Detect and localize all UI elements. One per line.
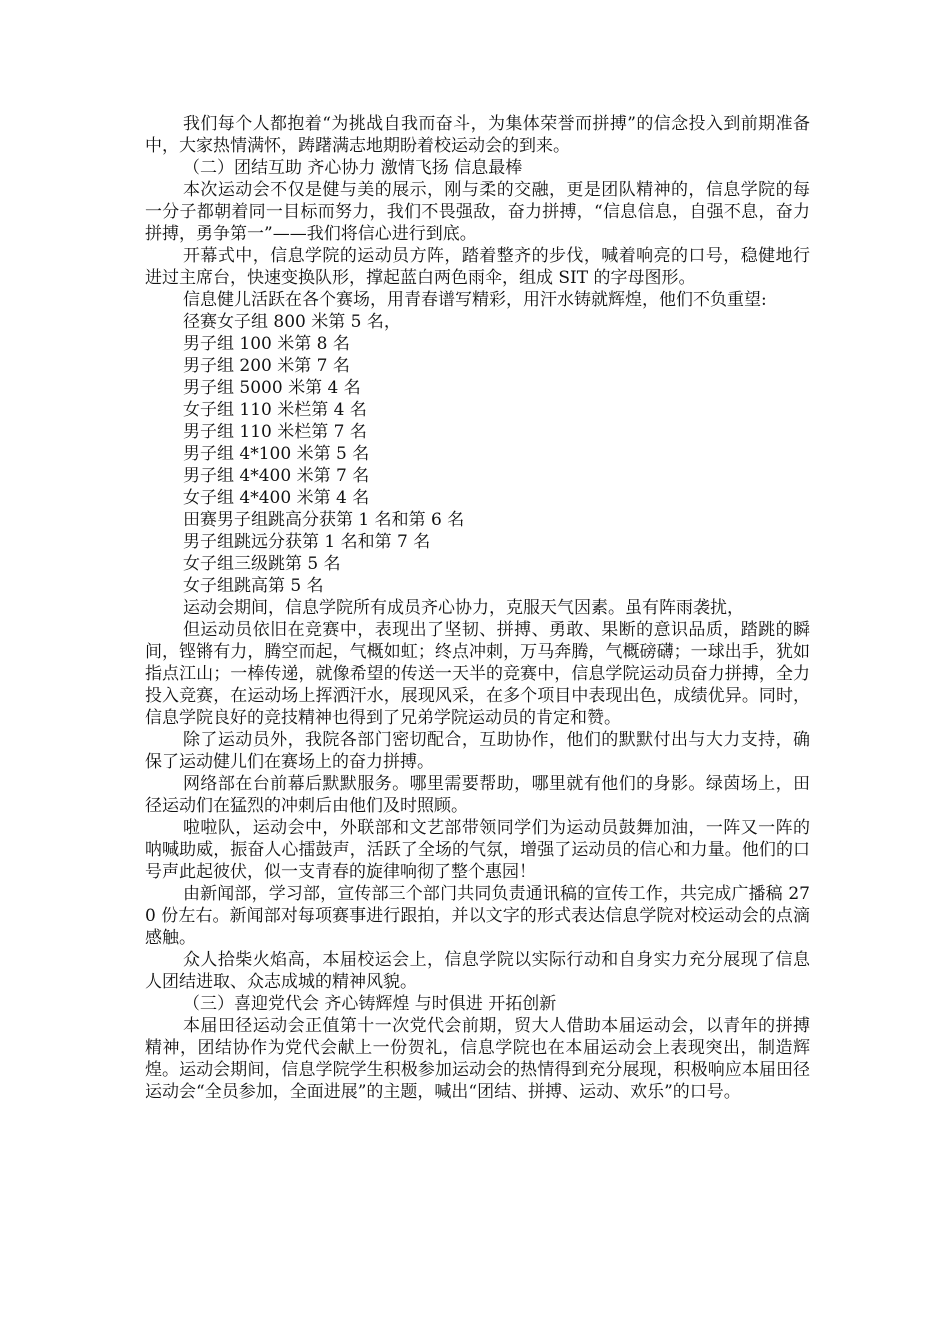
result-item: 女子组跳高第 5 名 — [183, 576, 324, 596]
result-item: 男子组 4*400 米第 7 名 — [183, 466, 370, 486]
paragraph-pledge: 我们每个人都抱着“为挑战自我而奋斗，为集体荣誉而拼搏”的信念投入到前期准备中，大家热情满怀，踌躇满志地期盼着校运动会的到来。 — [145, 114, 810, 156]
paragraph-network-dept: 网络部在台前幕后默默服务。哪里需要帮助，哪里就有他们的身影。绿茵场上，田径运动们在猛烈的冲刺后由他们及时照顾。 — [145, 774, 810, 816]
result-item: 男子组 5000 米第 4 名 — [183, 378, 361, 398]
paragraph-athletes-intro: 信息健儿活跃在各个赛场，用青春谱写精彩，用汗水铸就辉煌，他们不负重望: — [183, 290, 767, 310]
result-item: 男子组 200 米第 7 名 — [183, 356, 350, 376]
paragraph-competition: 但运动员依旧在竞赛中，表现出了坚韧、拼搏、勇敢、果断的意识品质，踏跳的瞬间，铿锵有力，腾空而起，气概如虹；终点冲刺，万马奔腾，气概磅礴；一球出手，犹如指点江山；一棒传递，就像希望的传送一天半的竞赛中，信息学院运动员奋力拼搏，全力投入竞赛，在运动场上挥洒汗水，展现风采，在多个项目中表现出色，成绩优异。同时，信息学院良好的竞技精神也得到了兄弟学院运动员的肯定和赞。 — [145, 620, 810, 728]
paragraph-news-dept: 由新闻部，学习部，宣传部三个部门共同负责通讯稿的宣传工作，共完成广播稿 270 份左右。新闻部对每项赛事进行跟拍，并以文字的形式表达信息学院对校运动会的点滴感触。 — [145, 884, 810, 948]
paragraph-unity: 众人拾柴火焰高，本届校运会上，信息学院以实际行动和自身实力充分展现了信息人团结进取、众志成城的精神风貌。 — [145, 950, 810, 992]
results-list — [145, 311, 810, 597]
result-item: 女子组 4*400 米第 4 名 — [183, 488, 370, 508]
paragraph-cheerleaders: 啦啦队，运动会中，外联部和文艺部带领同学们为运动员鼓舞加油，一阵又一阵的呐喊助威，振奋人心擂鼓声，活跃了全场的气氛，增强了运动员的信心和力量。他们的口号声此起彼伏，似一支青春的旋律响彻了整个惠园！ — [145, 818, 810, 882]
result-item: 男子组 110 米栏第 7 名 — [183, 422, 367, 442]
result-item: 径赛女子组 800 米第 5 名， — [183, 312, 401, 332]
paragraph-team-spirit: 本次运动会不仅是健与美的展示，刚与柔的交融，更是团队精神的，信息学院的每一分子都朝着同一目标而努力，我们不畏强敌，奋力拼搏，“信息信息，自强不息，奋力拼搏，勇争第一”——我们将信心进行到底。 — [145, 180, 810, 244]
document-body — [145, 113, 810, 1103]
result-item: 女子组三级跳第 5 名 — [183, 554, 341, 574]
result-item: 男子组 4*100 米第 5 名 — [183, 444, 370, 464]
paragraph-departments: 除了运动员外，我院各部门密切配合，互助协作，他们的默默付出与大力支持，确保了运动健儿们在赛场上的奋力拼搏。 — [145, 730, 810, 772]
section-heading-2: （二）团结互助 齐心协力 激情飞扬 信息最棒 — [183, 158, 523, 178]
paragraph-opening-ceremony: 开幕式中，信息学院的运动员方阵，踏着整齐的步伐，喊着响亮的口号，稳健地行进过主席台，快速变换队形，撑起蓝白两色雨伞，组成 SIT 的字母图形。 — [145, 246, 810, 288]
paragraph-party-congress: 本届田径运动会正值第十一次党代会前期，贸大人借助本届运动会，以青年的拼搏精神，团结协作为党代会献上一份贺礼，信息学院也在本届运动会上表现突出，制造辉煌。运动会期间，信息学院学生积极参加运动会的热情得到充分展现，积极响应本届田径运动会“全员参加，全面进展”的主题，喊出“团结、拼搏、运动、欢乐”的口号。 — [145, 1016, 810, 1102]
result-item: 田赛男子组跳高分获第 1 名和第 6 名 — [183, 510, 465, 530]
section-heading-3: （三）喜迎党代会 齐心铸辉煌 与时俱进 开拓创新 — [183, 994, 557, 1014]
result-item: 男子组 100 米第 8 名 — [183, 334, 350, 354]
paragraph-weather: 运动会期间，信息学院所有成员齐心协力，克服天气因素。虽有阵雨袭扰， — [183, 598, 744, 618]
result-item: 女子组 110 米栏第 4 名 — [183, 400, 367, 420]
result-item: 男子组跳远分获第 1 名和第 7 名 — [183, 532, 431, 552]
